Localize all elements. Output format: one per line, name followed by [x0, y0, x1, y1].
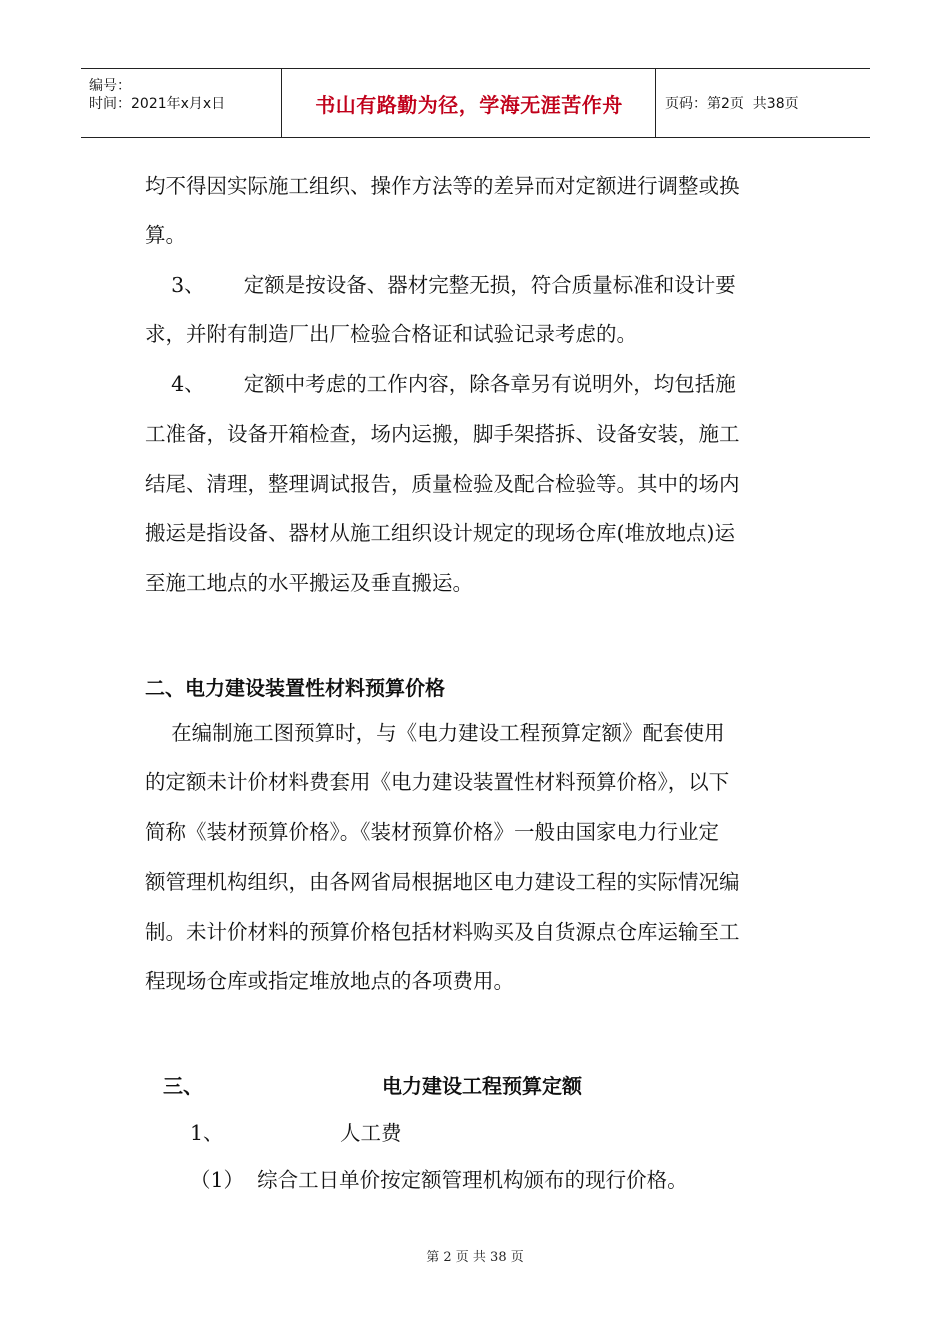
- motto: 书山有路勤为径，学海无涯苦作舟: [315, 92, 623, 117]
- body-line: 3、 定额是按设备、器材完整无损，符合质量标准和设计要: [145, 273, 736, 297]
- body-line: 搬运是指设备、器材从施工组织设计规定的现场仓库(堆放地点)运: [145, 521, 735, 545]
- body-line: 的定额未计价材料费套用《电力建设装置性材料预算价格》，以下: [145, 770, 730, 794]
- section-3-number: 三、: [163, 1074, 203, 1098]
- page-info: 页码：第2页 共38页: [665, 96, 799, 112]
- date-line: 时间：2021年x月x日: [89, 96, 226, 112]
- body-line: 程现场仓库或指定堆放地点的各项费用。: [145, 969, 514, 993]
- item-1-title: 人工费: [340, 1121, 402, 1145]
- body-line: 结尾、清理，整理调试报告，质量检验及配合检验等。其中的场内: [145, 472, 740, 496]
- body-line: 4、 定额中考虑的工作内容，除各章另有说明外，均包括施: [145, 372, 736, 396]
- header-table: [81, 68, 870, 138]
- body-line: 算。: [145, 223, 186, 247]
- header-divider: [655, 69, 656, 137]
- number-label: 编号：: [89, 78, 131, 94]
- header-divider: [281, 69, 282, 137]
- body-line: 简称《装材预算价格》。《装材预算价格》一般由国家电力行业定: [145, 820, 719, 844]
- header-meta-cell: [81, 69, 281, 137]
- body-line: 均不得因实际施工组织、操作方法等的差异而对定额进行调整或换: [145, 174, 740, 198]
- body-line: 在编制施工图预算时，与《电力建设工程预算定额》配套使用: [145, 721, 725, 745]
- body-line: 工准备，设备开箱检查，场内运搬，脚手架搭拆、设备安装，施工: [145, 422, 740, 446]
- item-1-subitem: （1） 综合工日单价按定额管理机构颁布的现行价格。: [190, 1168, 688, 1192]
- page-footer: 第 2 页 共 38 页: [426, 1250, 524, 1265]
- section-2-heading: 二、电力建设装置性材料预算价格: [145, 676, 445, 700]
- item-1-number: 1、: [190, 1121, 224, 1145]
- header-page-cell: [665, 69, 870, 137]
- body-line: 至施工地点的水平搬运及垂直搬运。: [145, 571, 473, 595]
- section-3-heading: 电力建设工程预算定额: [382, 1074, 582, 1098]
- body-line: 制。未计价材料的预算价格包括材料购买及自货源点仓库运输至工: [145, 920, 740, 944]
- body-line: 额管理机构组织，由各网省局根据地区电力建设工程的实际情况编: [145, 870, 740, 894]
- header-motto-cell: [283, 69, 655, 137]
- body-line: 求，并附有制造厂出厂检验合格证和试验记录考虑的。: [145, 322, 637, 346]
